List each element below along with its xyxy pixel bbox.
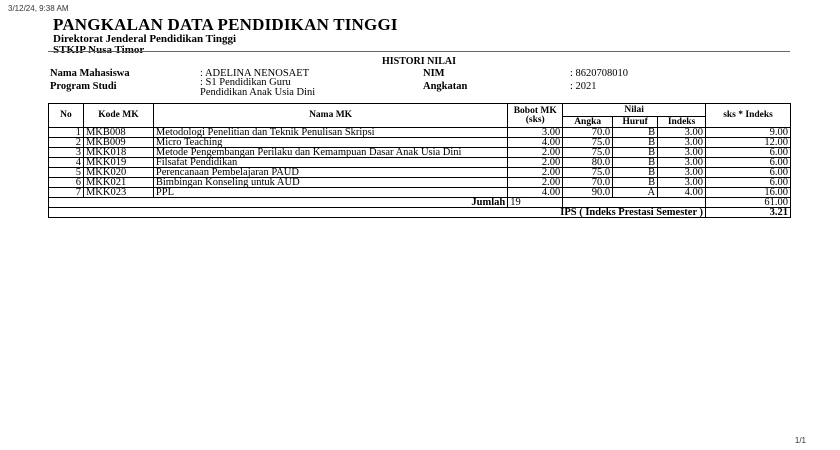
row-nama: Perencanaan Pembelajaran PAUD [153,168,507,178]
document-header [53,16,398,56]
header-no: No [49,104,84,128]
header-kode-mk: Kode MK [83,104,153,128]
header-nama-mk: Nama MK [153,104,507,128]
row-huruf: B [613,158,658,168]
row-sks: 3.00 [508,128,563,138]
grades-table [48,103,791,218]
row-kode: MKK019 [83,158,153,168]
jumlah-row [49,198,791,208]
row-indeks: 3.00 [658,178,706,188]
table-row [49,148,791,158]
header-sks-indeks: sks * Indeks [706,104,791,128]
row-sks: 2.00 [508,178,563,188]
table-row [49,158,791,168]
row-kode: MKK018 [83,148,153,158]
ips-row [49,208,791,218]
row-no: 2 [49,138,84,148]
row-indeks: 3.00 [658,148,706,158]
row-total: 6.00 [706,158,791,168]
ips-label: IPS ( Indeks Prestasi Semester ) [49,208,706,218]
row-angka: 75.0 [563,148,613,158]
program-value-line2: Pendidikan Anak Usia Dini [200,87,316,98]
nim-label: NIM [423,68,445,79]
row-total: 16.00 [706,188,791,198]
row-huruf: B [613,178,658,188]
row-nama: Filsafat Pendidikan [153,158,507,168]
row-angka: 75.0 [563,168,613,178]
header-huruf: Huruf [613,117,658,128]
row-angka: 90.0 [563,188,613,198]
row-total: 6.00 [706,148,791,158]
header-indeks: Indeks [658,117,706,128]
angkatan-label: Angkatan [423,81,468,92]
row-indeks: 3.00 [658,168,706,178]
row-sks: 2.00 [508,148,563,158]
row-kode: MKK023 [83,188,153,198]
row-nama: PPL [153,188,507,198]
row-total: 6.00 [706,168,791,178]
row-nama: Micro Teaching [153,138,507,148]
jumlah-label: Jumlah [49,198,508,208]
institution-name: STKIP Nusa Timor [53,44,145,56]
row-total: 6.00 [706,178,791,188]
row-no: 7 [49,188,84,198]
row-huruf: B [613,168,658,178]
row-total: 12.00 [706,138,791,148]
row-kode: MKB008 [83,128,153,138]
row-total: 9.00 [706,128,791,138]
table-row [49,128,791,138]
document-title: PANGKALAN DATA PENDIDIKAN TINGGI [53,15,398,34]
row-nama: Bimbingan Konseling untuk AUD [153,178,507,188]
row-indeks: 4.00 [658,188,706,198]
row-huruf: B [613,128,658,138]
angkatan-value: : 2021 [570,81,597,92]
row-sks: 2.00 [508,168,563,178]
row-angka: 70.0 [563,128,613,138]
page-number: 1/1 [794,436,806,445]
row-angka: 80.0 [563,158,613,168]
row-nama: Metode Pengembangan Perilaku dan Kemampuan Dasar Anak Usia Dini [153,148,507,158]
row-huruf: B [613,138,658,148]
row-nama: Metodologi Penelitian dan Teknik Penulisan Skripsi [153,128,507,138]
row-sks: 4.00 [508,188,563,198]
row-indeks: 3.00 [658,128,706,138]
student-name-label: Nama Mahasiswa [50,68,130,79]
row-no: 5 [49,168,84,178]
print-timestamp: 3/12/24, 9:38 AM [8,4,69,13]
row-kode: MKK020 [83,168,153,178]
jumlah-total: 61.00 [706,198,791,208]
table-row [49,168,791,178]
row-no: 3 [49,148,84,158]
row-huruf: A [613,188,658,198]
section-title: HISTORI NILAI [381,56,456,67]
header-bobot-mk: Bobot MK (sks) [508,104,563,128]
header-divider [48,51,790,52]
row-no: 1 [49,128,84,138]
row-indeks: 3.00 [658,158,706,168]
header-angka: Angka [563,117,613,128]
row-indeks: 3.00 [658,138,706,148]
program-label: Program Studi [50,81,117,92]
ips-value: 3.21 [706,208,791,218]
header-nilai: Nilai [563,104,706,117]
row-angka: 75.0 [563,138,613,148]
student-name-value: : ADELINA NENOSAET [200,68,310,79]
document-subtitle: Direktorat Jenderal Pendidikan Tinggi [53,33,237,45]
program-value-line1: : S1 Pendidikan Guru [200,77,291,88]
jumlah-spacer [563,198,706,208]
row-no: 6 [49,178,84,188]
nim-value: : 8620708010 [570,68,629,79]
table-row [49,138,791,148]
row-angka: 70.0 [563,178,613,188]
table-row [49,188,791,198]
table-row [49,178,791,188]
row-sks: 2.00 [508,158,563,168]
row-huruf: B [613,148,658,158]
jumlah-sks: 19 [508,198,563,208]
row-sks: 4.00 [508,138,563,148]
row-kode: MKK021 [83,178,153,188]
row-kode: MKB009 [83,138,153,148]
row-no: 4 [49,158,84,168]
